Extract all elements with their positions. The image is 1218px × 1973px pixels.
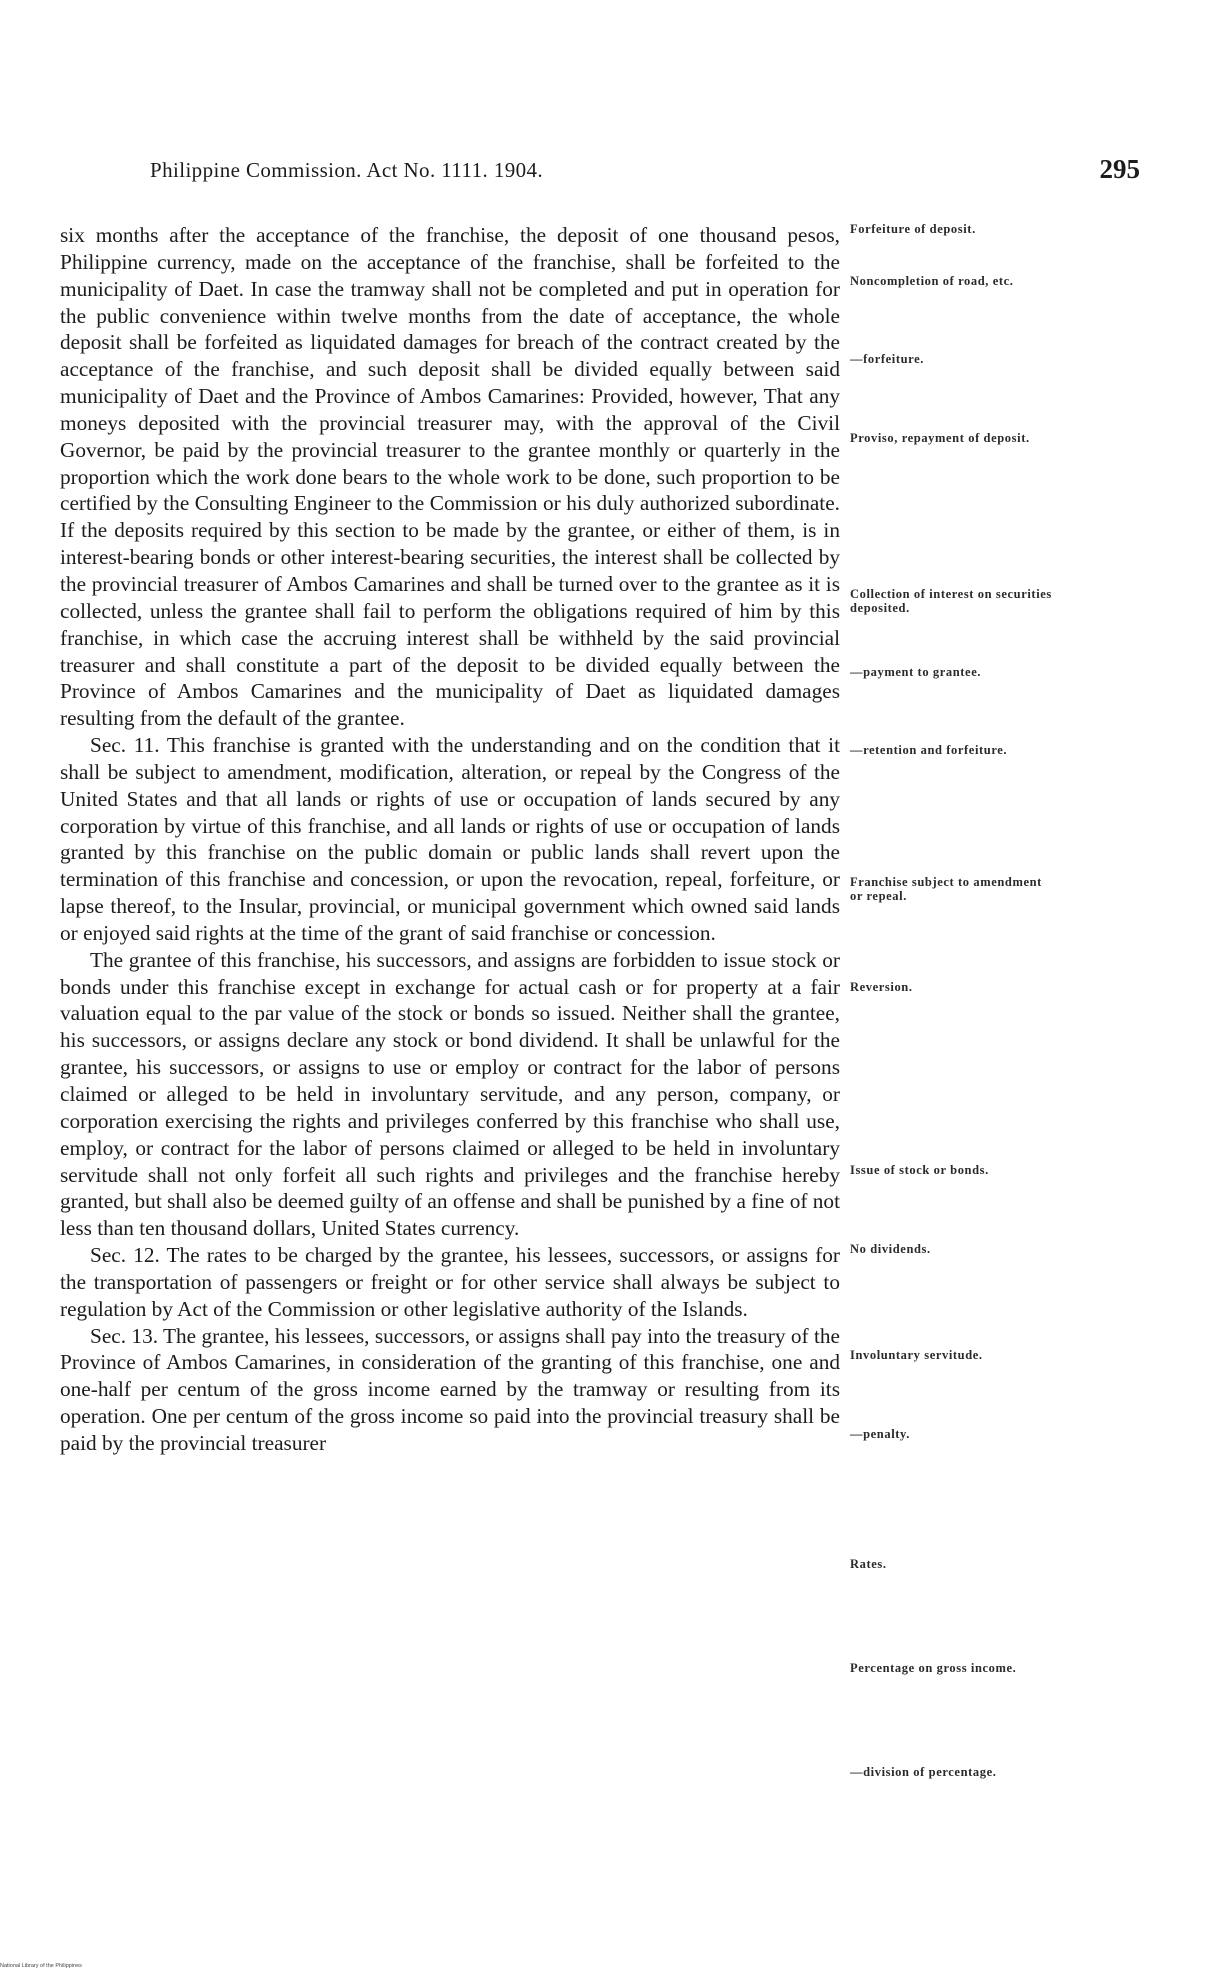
margin-note: Proviso, repayment of deposit. xyxy=(850,431,1030,445)
margin-note: Involuntary servitude. xyxy=(850,1348,983,1362)
margin-note: Forfeiture of deposit. xyxy=(850,222,976,236)
margin-note: Reversion. xyxy=(850,980,913,994)
paragraph: Sec. 11. This franchise is granted with the understanding and on the condition that it shall be subject to amendment, modification, alteration, or repeal by the Congress of the United States and that all lands or rights of use or occupation of lands secured by any corporation by virtue of this franchise, and all lands or rights of use or occupation of lands granted by this franchise on the public domain or public lands shall revert upon the termination of this franchise and concession, or upon the revocation, repeal, forfeiture, or lapse thereof, to the Insular, provincial, or municipal government which owned said lands or enjoyed said rights at the time of the grant of said franchise or concession. xyxy=(60,733,840,945)
margin-note: —payment to grantee. xyxy=(850,665,982,679)
margin-note: —forfeiture. xyxy=(850,352,924,366)
paragraph: Sec. 12. The rates to be charged by the grantee, his lessees, successors, or assigns for the transportation of passengers or freight or for other service shall always be subject to regulation by Act of the Commission or other legislative authority of the Islands. xyxy=(60,1243,840,1321)
paragraph: The grantee of this franchise, his successors, and assigns are forbidden to issue stock or bonds under this franchise except in exchange for actual cash or for property at a fair valuation equal to the par value of the stock or bonds so issued. Neither shall the grantee, his successors, or assigns declare any stock or bond dividend. It shall be unlawful for the grantee, his successors, or assigns to use or employ or contract for the labor of persons claimed or alleged to be held in involuntary servitude, and any person, company, or corporation exercising the rights and privileges conferred by this franchise who shall use, employ, or contract for the labor of persons claimed or alleged to be held in involuntary servitude shall not only forfeit all such rights and privileges and the franchise hereby granted, but shall also be deemed guilty of an offense and shall be punished by a fine of not less than ten thousand dollars, United States currency. xyxy=(60,947,840,1241)
footer-text: National Library of the Philippines xyxy=(0,1963,82,1969)
margin-note: —division of percentage. xyxy=(850,1765,997,1779)
margin-note: —retention and forfeiture. xyxy=(850,743,1008,757)
margin-note: Noncompletion of road, etc. xyxy=(850,274,1014,288)
margin-note: —penalty. xyxy=(850,1427,910,1441)
margin-note: Rates. xyxy=(850,1557,887,1571)
margin-note: Franchise subject to amendment or repeal. xyxy=(850,875,1042,903)
margin-note: Percentage on gross income. xyxy=(850,1661,1017,1675)
page-number: 295 xyxy=(1099,154,1140,184)
margin-note: Collection of interest on securities deposited. xyxy=(850,587,1052,615)
paragraph: Sec. 13. The grantee, his lessees, successors, or assigns shall pay into the treasury of the Province of Ambos Camarines, in consideration of the granting of this franchise, one and one-half per centum of the gross income earned by the tramway or resulting from its operation. One per centum of the gross income so paid into the provincial treasury shall be paid by the provincial treasurer xyxy=(60,1323,840,1455)
paragraph: six months after the acceptance of the franchise, the deposit of one thousand pesos, Philippine currency, made on the acceptance of the franchise, shall be forfeited to the municipality of Daet. In case the tramway shall not be completed and put in operation for the public convenience within twelve months from the date of acceptance, the whole deposit shall be forfeited as liquidated damages for breach of the contract created by the acceptance of the franchise, and such deposit shall be divided equally between said municipality of Daet and the Province of Ambos Camarines: Provided, however, That any moneys deposited with the provincial treasurer may, with the approval of the Civil Governor, be paid by the provincial treasurer to the grantee monthly or quarterly in the proportion which the work done bears to the whole work to be done, such proportion to be certified by the Consulting Engineer to the Commission or his duly authorized subordinate. If the deposits required by this section to be made by the grantee, or either of them, is in interest-bearing bonds or other interest-bearing securities, the interest shall be collected by the provincial treasurer of Ambos Camarines and shall be turned over to the grantee as it is collected, unless the grantee shall fail to perform the obligations required of him by this franchise, in which case the accruing interest shall be withheld by the said provincial treasurer and shall constitute a part of the deposit to be divided equally between the Province of Ambos Camarines and the municipality of Daet as liquidated damages resulting from the default of the grantee. xyxy=(60,223,840,731)
margin-note: Issue of stock or bonds. xyxy=(850,1163,989,1177)
margin-note: No dividends. xyxy=(850,1242,931,1256)
running-head: Philippine Commission. Act No. 1111. 1904. xyxy=(150,158,544,182)
